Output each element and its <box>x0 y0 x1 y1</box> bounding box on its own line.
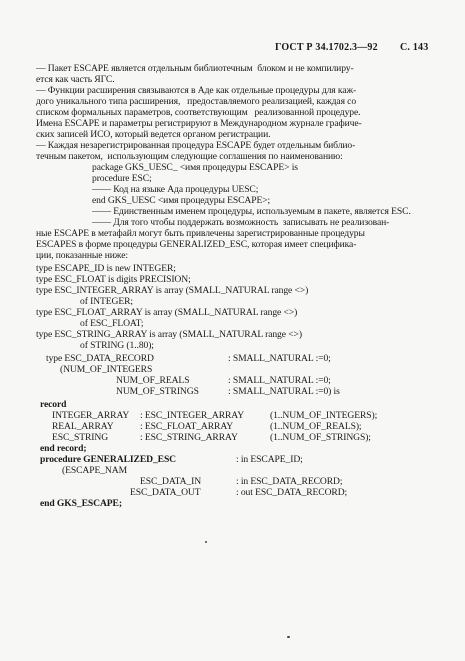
text-line: Имена ESCAPE и параметры регистрируют в Международном журнале графиче- <box>36 118 362 129</box>
code-line: (ESCAPE_NAM <box>62 465 127 476</box>
code-line: type ESC_INTEGER_ARRAY is array (SMALL_NATURAL range <>) <box>36 285 309 296</box>
scan-speck <box>205 541 207 543</box>
code-line: : in ESC_DATA_RECORD; <box>236 476 343 487</box>
text-line: — Функции расширения связываются в Аде как отдельные процедуры для каж- <box>36 85 357 96</box>
code-line: : ESC_FLOAT_ARRAY <box>140 421 234 432</box>
text-line: ции, показанные ниже: <box>36 250 128 261</box>
code-line: NUM_OF_REALS <box>116 375 190 386</box>
code-line: type ESCAPE_ID is new INTEGER; <box>36 263 176 274</box>
text-line: ные ESCAPE в метафайл могут быть привлечены зарегистрированные процедуры <box>36 228 365 239</box>
text-line: —— Единственным именем процедуры, используемым в пакете, является ESC. <box>92 206 411 217</box>
text-line: течным пакетом, использующим следующие соглашения по наименованию: <box>36 151 343 162</box>
code-line: of INTEGER; <box>80 296 133 307</box>
text-line: списком формальных параметров, соответствующим реализованной процедуре. <box>36 107 361 118</box>
code-line: : out ESC_DATA_RECORD; <box>236 487 348 498</box>
standard-number: ГОСТ Р 34.1702.3—92 <box>275 42 378 53</box>
text-line: — Каждая незарегистрированная процедура ESCAPE будет отдельным библио- <box>36 140 356 151</box>
code-line: record <box>40 399 67 410</box>
code-line: REAL_ARRAY <box>52 421 114 432</box>
code-line: procedure GENERALIZED_ESC <box>40 454 177 465</box>
code-line: (1..NUM_OF_REALS); <box>270 421 362 432</box>
code-line: : SMALL_NATURAL :=0; <box>228 375 331 386</box>
code-line: type ESC_DATA_RECORD <box>46 353 154 364</box>
code-line: ESC_DATA_OUT <box>130 487 201 498</box>
page-number: С. 143 <box>400 42 429 53</box>
code-line: NUM_OF_STRINGS <box>116 386 199 397</box>
code-line: end record; <box>40 443 87 454</box>
code-line: : ESC_STRING_ARRAY <box>140 432 238 443</box>
code-line: of ESC_FLOAT; <box>80 318 144 329</box>
code-line: (1..NUM_OF_STRINGS); <box>270 432 371 443</box>
scan-speck <box>287 636 290 638</box>
text-line: дого уникального типа расширения, предоставляемого реализацией, каждая со <box>36 96 357 107</box>
code-line: : SMALL_NATURAL :=0; <box>228 353 331 364</box>
code-line: ESC_DATA_IN <box>140 476 202 487</box>
code-line: package GKS_UESC_ <имя процедуры ESCAPE> is <box>92 162 298 173</box>
text-line: —— Для того чтобы поддержать возможность записывать не реализован- <box>92 217 390 228</box>
code-line: end GKS_ESCAPE; <box>40 498 122 509</box>
code-line: (NUM_OF_INTEGERS <box>60 364 153 375</box>
code-line: —— Код на языке Ада процедуры UESC; <box>92 184 259 195</box>
code-line: ESC_STRING <box>52 432 109 443</box>
text-line: — Пакет ESCAPE является отдельным библиотечным блоком и не компилиру- <box>36 63 354 74</box>
code-line: procedure ESC; <box>92 173 152 184</box>
code-line: end GKS_UESC <имя процедуры ESCAPE>; <box>92 195 271 206</box>
code-line: : in ESCAPE_ID; <box>236 454 303 465</box>
code-line: : ESC_INTEGER_ARRAY <box>140 410 245 421</box>
text-line: ется как часть ЯГС. <box>36 74 115 85</box>
text-line: ESCAPES в форме процедуры GENERALIZED_ESC, которая имеет специфика- <box>36 239 357 250</box>
code-line: INTEGER_ARRAY <box>52 410 130 421</box>
code-line: of STRING (1..80); <box>80 340 154 351</box>
code-line: : SMALL_NATURAL :=0) is <box>228 386 340 397</box>
code-line: type ESC_FLOAT_ARRAY is array (SMALL_NATURAL range <>) <box>36 307 298 318</box>
text-line: ских записей ИСО, который ведется органом регистрации. <box>36 129 271 140</box>
code-line: (1..NUM_OF_INTEGERS); <box>270 410 378 421</box>
code-line: type ESC_STRING_ARRAY is array (SMALL_NATURAL range <>) <box>36 329 302 340</box>
code-line: type ESC_FLOAT is digits PRECISION; <box>36 274 191 285</box>
